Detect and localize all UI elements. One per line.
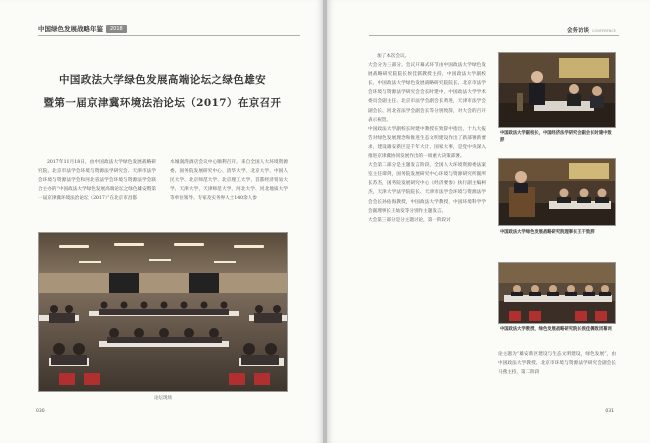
page-number-right: 031 (605, 409, 614, 414)
section-title: 会务访谈 (567, 28, 590, 34)
body-paragraph: 加了本次会议。 大会分为三部分。会议开幕式环节由中国政法大学绿色发展战略研究院院长侯佳儒教授主持，中国政法大学副校长、中国政法大学绿色发展战略研究院院长、北京市法学会环境与资源法学研究会会长时建中，中国政法大学学术委员会副主任、北京市法学会副会长黄进，天津市法学会副会长、河北省法学会副会长等分别致辞，对大会的召开表示祝贺。 中国政法大学副校长时建中教授在致辞中指出，十九大报告对绿色发展理念和推进生态文明建设作出了新部署新要求，建设雄安新区是千年大计、国家大事，是党中央深入推进京津冀协同发展作出的一项重大决策部署。 大会第二部分是主题发言阶段，全国人大环境资源委法案室主任谭剑，国务院发展研究中心环境与资源研究所副所长苏杰，国务院发展研究中心《经济要参》执行副主编柯杰，天津大学法学院院长、天津市法学会环境与资源法学会会长孙佑海教授，中国政法大学教授，中国环境科学学会副理事长王灿发等分别作主题发言。 大会第三部分是分主题讨论，第一阶段讨 (368, 54, 486, 223)
body-paragraph: 水城润湾酒店会议中心顺利召开。来自全国人大环境资源委、国务院发展研究中心、清华大学、北京大学、中国人民大学、北京师范大学、北京理工大学、首都经济贸易大学、天津大学、天津师范大学、河北大学、河北地质大学等单位领导、专家及实务界人士140余人参 (170, 160, 288, 202)
header-rule (369, 35, 619, 36)
running-head-left (38, 24, 127, 33)
running-head-right (567, 26, 616, 34)
speaker-image-3 (499, 263, 616, 324)
photo-caption-3: 中国政法大学教授，绿色发展战略研究院长侯佳儒致闭幕词 (500, 327, 612, 332)
body-column-right-tail (498, 350, 616, 396)
photo-caption-1: 中国政法大学副校长，中国经济法学研究会副会长时建中致辞 (500, 131, 612, 143)
speaker-photo-2 (498, 158, 616, 226)
header-rule (38, 35, 300, 36)
body-paragraph: 论主题为“雄安新区建设与生态文明建设，绿色发展”，由中国政法大学教授、北京市环境与资源法学研究会副会长马燕主持，第二阶段 (498, 352, 616, 376)
speaker-image-2 (499, 159, 616, 226)
year-badge: 2018 (106, 25, 127, 33)
conference-hall-image (39, 233, 288, 392)
body-column-right (368, 52, 486, 443)
speaker-photo-1 (498, 52, 616, 128)
body-column-2 (170, 158, 288, 230)
section-title-en: CONFERENCE (592, 29, 616, 33)
conference-hall-photo (38, 232, 288, 392)
speaker-image-1 (499, 53, 616, 128)
article-title-line-2: 暨第一届京津冀环境法治论坛（2017）在京召开 (43, 97, 282, 109)
book-title: 中国绿色发展战略年鉴 (38, 25, 103, 33)
photo-caption: 论坛现场 (154, 396, 172, 401)
article-title-line-1: 中国政法大学绿色发展高端论坛之绿色雄安 (58, 74, 267, 86)
body-column-1 (38, 158, 156, 230)
speaker-photo-3 (498, 262, 616, 324)
photo-caption-2: 中国政法大学绿色发展战略研究院理事长王干致辞 (500, 230, 595, 235)
left-page (0, 0, 323, 443)
body-paragraph: 2017年11月18日，由中国政法大学绿色发展战略研究院、北京市法学会环境与资源法学研究会、天津市法学会环境与资源法学会和河北省法学会环境与资源法学会联合主办的“中国政法大学绿色发展高端论坛之绿色雄安暨第一届京津冀环境法治论坛（2017）”在北京市昌都 (38, 160, 156, 202)
page-number-left: 030 (36, 409, 45, 414)
right-page (327, 0, 650, 443)
